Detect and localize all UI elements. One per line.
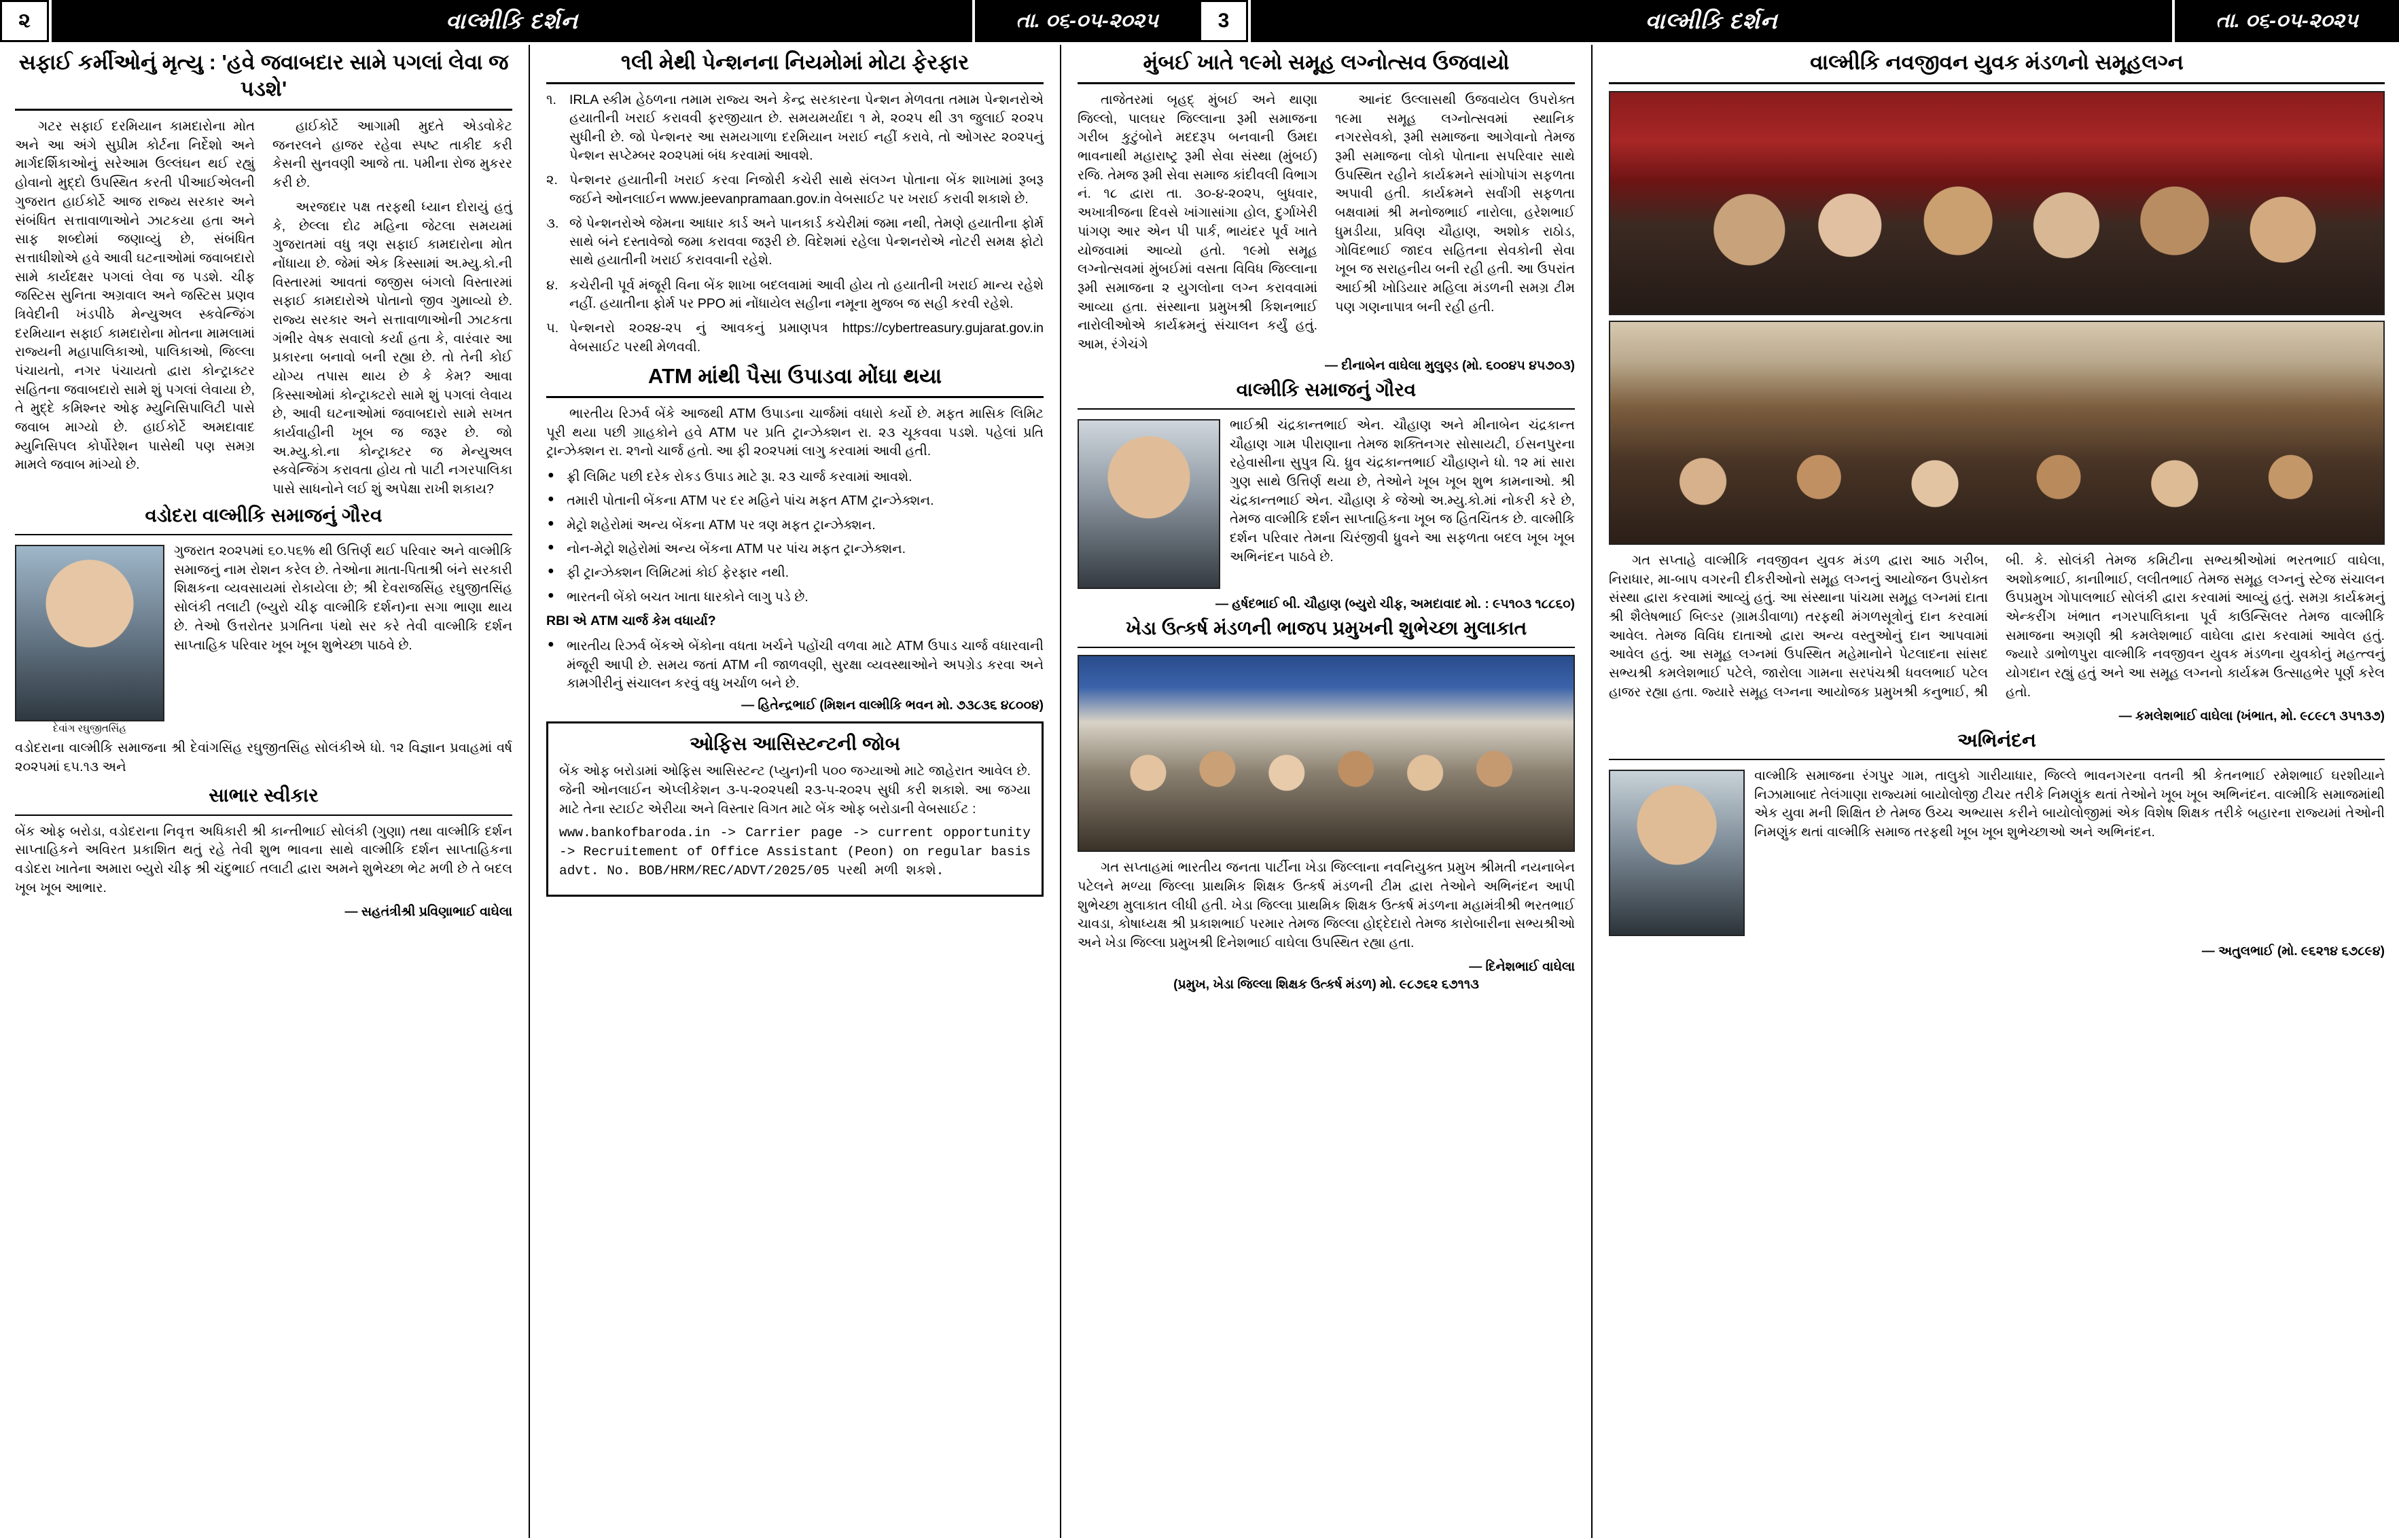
point-text: જે પેન્શનરોએ જેમના આધાર કાર્ડ અને પાનકાર્ડ કચેરીમાં જમા નથી, તેમણે હયાતીના ફોર્મ સાથે બંને દસ્તાવેજો જમા કરાવવા જરૂરી છે. વિદેશમાં રહેલા પેન્શનરોએ નોટરી સમક્ષ ફોટો સાથે હયાતીની ખરાઈ કરાવવાની રહેશે. (569, 215, 1044, 268)
article-1-headline: સફાઈ કર્મીઓનું મૃત્યુ : 'હવે જવાબદાર સામે પગલાં લેવા જ પડશે' (18, 50, 509, 101)
article-8-credit-2: (પ્રમુખ, ખેડા જિલ્લા શિક્ષક ઉત્કર્ષ મંડળ) મો. ૯૮૭૬૨ ૬૭૧૧૩ (1173, 977, 1479, 992)
photo-portrait-1 (15, 545, 164, 721)
article-8-credit-1: — દિનેશભાઈ વાઘેલા (1469, 959, 1575, 974)
article-6-body (1078, 91, 1575, 355)
masthead-title-left (52, 0, 972, 42)
article-5-intro: ભારતીય રિઝર્વ બેંકે આજથી ATM ઉપાડના ચાર્જમાં વધારો કર્યો છે. મફત માસિક લિમિટ પૂરી થયા પછી ગ્રાહકોને હવે ATM પર પ્રતિ ટ્રાન્ઝેક્શન રા. ૨૩ ચૂકવવા પડશે. પહેલાં પ્રતિ ટ્રાન્ઝેક્શન રા. ૨૧નો ચાર્જ હતો. આ ફી ૨૦૨૫માં લાગુ કરવામાં આવી હતી. (546, 406, 1044, 459)
job-advert-para: બેંક ઓફ બરોડામાં ઓફિસ આસિસ્ટન્ટ (પ્યુન)ની ૫૦૦ જગ્યાઓ માટે જાહેરાત આવેલ છે. જેની ઓનલાઈન એપ્લીકેશન ૩-૫-૨૦૨૫થી ૨૩-૫-૨૦૨૫ સુધી કરી શકાશે. આ જગ્યા માટે તેના સ્ટાઈટ એરીયા અને વિસ્તાર વિગત માટે બેંક ઓફ બરોડાની વેબસાઈટ : (559, 764, 1031, 817)
list-item: ● ફી ટ્રાન્ઝેક્શન લિમિટમાં કોઈ ફેરફાર નથી. (546, 564, 1044, 582)
page-number-left: ૨ (0, 0, 49, 42)
atm-answer-bullets (546, 637, 1044, 693)
atm-bullets (546, 468, 1044, 607)
portrait-devang (15, 545, 164, 735)
rule (1078, 82, 1575, 84)
article-7-para: ભાઈશ્રી ચંદ્રકાન્તભાઈ એન. ચૌહાણ અને મીનાબેન ચંદ્રકાન્ત ચૌહાણ ગામ પીરાણાના તેમજ શક્તિનગર સોસાયટી, ઈસનપુરના રહેવાસીના સુપુત્ર ચિ. ધ્રુવ ચંદ્રકાન્તભાઈ ચૌહાણને ધો. ૧૨ માં સારા ગુણ સાથે ઉત્તિર્ણ થયા છે, તેઓને ખૂબ ખૂબ શુભ કામનાઓ. શ્રી ચંદ્રકાન્તભાઈ એન. ચૌહાણ કે જેઓ અ.મ્યુ.કો.માં નોકરી કરે છે, તેમજ વાલ્મીકિ દર્શન સાપ્તાહિકના ખૂબ જ હિતચિંતક છે. વાલ્મીકિ દર્શન પરિવાર તેમના ચિરંજીવી ધ્રુવને આ સફળતા બદલ ખૂબ ખૂબ અભિનંદન પાઠવે છે. (1230, 417, 1575, 565)
article-2-para-1: ગુજરાત ૨૦૨૫માં ૬૦.૫૬% થી ઉત્તિર્ણ થઈ પરિવાર અને વાલ્મીકિ સમાજનું નામ રોશન કરેલ છે. તેઓના માતા-પિતાશ્રી બંને સરકારી શિક્ષકના વ્યવસાયમાં રોકાયેલા છે; શ્રી દેવરાજસિંહ રઘુજીતસિંહ સોલંકી તલાટી (બ્યુરો ચીફ વાલ્મીકિ દર્શન)ના સગા ભાણા થાય છે. તેઓ ઉત્તરોતર પ્રગતિના પંથો સર કરે તેવી વાલ્મીકિ દર્શન સાપ્તાહિક પરિવાર ખૂબ ખૂબ શુભેચ્છા પાઠવે છે. (174, 543, 512, 653)
point-text: પેન્શનર હયાતીની ખરાઈ કરવા નિજોરી કચેરી સાથે સંલગ્ન પોતાના બેંક શાખામાં રૂબરૂ જઈને ઓનલાઈન www.jeevanpramaan.gov.in વેબસાઈટ પર ખરાઈ કરાવી શકાશે છે. (569, 173, 1044, 207)
point-number: ૨. (546, 173, 558, 188)
article-10-headline: અભિનંદન (1957, 729, 2036, 751)
article-7-headline: વાલ્મીકિ સમાજનું ગૌરવ (1236, 378, 1417, 400)
column-1 (5, 45, 522, 923)
article-2-headline: વડોદરા વાલ્મીકિ સમાજનું ગૌરવ (145, 504, 383, 526)
photo-group-wedding-1 (1609, 91, 2385, 315)
article-9-credit: — કમલેશભાઈ વાઘેલા (ખંભાત, મો. ૯૮૯૮૧ ૩૫૧૩૭) (2118, 709, 2385, 723)
point-text: કચેરીની પૂર્વ મંજૂરી વિના બેંક શાખા બદલવામાં આવી હોય તો હયાતીની ખરાઈ માન્ય રહેશે નહીં. હયાતીના ફોર્મ પર PPO માં નોંધાયેલ સહીના નમૂના મુજબ જ સહી કરવી રહેશે. (569, 277, 1044, 312)
point-text: IRLA સ્કીમ હેઠળના તમામ રાજ્ય અને કેન્દ્ર સરકારના પેન્શન મેળવતા તમામ પેન્શનરોએ હયાતીની ખરાઈ કરાવવી ફરજીયાત છે. સમયમર્યાદા ૧ મે, ૨૦૨૫ થી ૩૧ જુલાઈ ૨૦૨૫ સુધીની છે. જો પેન્શનર આ સમયગાળા દરમિયાન ખરાઈ નહીં કરાવે, તો ઓગસ્ટ ૨૦૨૫નું પેન્શન સપ્ટેમ્બર ૨૦૨૫માં બંધ કરવામાં આવશે. (569, 92, 1044, 163)
photo-kheda-meeting (1078, 655, 1575, 852)
list-item (546, 91, 1044, 165)
point-number: ૪. (546, 277, 558, 293)
article-5-credit: — હિતેન્દ્રભાઈ (મિશન વાલ્મીકિ ભવન મો. ૭૩૮૩૬ ૪૮૦૦૪) (741, 698, 1044, 713)
point-text: પેન્શનરો ૨૦૨૪-૨૫ નું આવકનું પ્રમાણપત્ર https://cybertreasury.gujarat.gov.in વેબસાઈટ પરથી મેળવવી. (569, 321, 1044, 355)
rule (1609, 759, 2385, 760)
column-divider-3 (1591, 45, 1593, 1538)
photo-group-wedding-2 (1609, 321, 2385, 545)
publication-title: વાલ્મીકિ દર્શન (446, 7, 578, 33)
article-8-para: ગત સપ્તાહમાં ભારતીય જનતા પાર્ટીના ખેડા જિલ્લાના નવનિયુક્ત પ્રમુખ શ્રીમતી નયનાબેન પટેલને મળ્યા જિલ્લા પ્રાથમિક શિક્ષક ઉત્કર્ષ મંડળની ટીમ દ્વારા તેઓને અભિનંદન આપી શુભેચ્છા મુલાકાત લીધી હતી. ખેડા જિલ્લા પ્રાથમિક શિક્ષક ઉત્કર્ષ મંડળના મહામંત્રીશ્રી ભરતભાઈ ચાવડા, કોષાધ્યક્ષ શ્રી પ્રકાશભાઈ પરમાર તેમજ જિલ્લા હોદ્દેદારો તેમજ કારોબારીના સભ્યશ્રીઓ અને ખેડા જિલ્લા પ્રમુખશ્રી દિનેશભાઈ વાઘેલા ઉપસ્થિત રહ્યા હતા. (1078, 860, 1575, 950)
masthead-left (0, 0, 1199, 42)
job-advert-box (546, 721, 1044, 896)
article-6-para-1: તાજેતરમાં બૃહદ્ મુંબઈ અને થાણા જિલ્લો, પાલઘર જિલ્લાના રૂમી સમાજના ગરીબ કુટુંબોને મદદરૂપ બનવાની ઉમદા ભાવનાથી મહારાષ્ટ્ર રૂમી સેવા સંસ્થા (મુંબઈ) રજિ. તેમજ રૂમી સેવા સમાજ કાંદીવલી વિભાગ નં. ૧૮ દ્વારા તા. ૩૦-૪-૨૦૨૫, બુધવાર, અખાત્રીજના દિવસે ખાંગાસાંગા હોલ, દુર્ગાખેરી પાંગણ આર એન પી પાર્ક, ભાયંદર પૂર્વ ખાતે યોજવામાં આવ્યો હતો. ૧૯મો સમૂહ લગ્નોત્સવમાં મુંબઈમાં વસતા વિવિધ જિલ્લાના રૂમી સમાજના ૨ યુગલોના લગ્ન કરાવવામાં આવ્યા હતા. સંસ્થાના પ્રમુખશ્રી કિશનભાઈ નારોલીઓએ કાર્યક્રમનું સંચાલન કર્યું હતું. આમ, રંગેચંગે (1078, 92, 1317, 352)
rule (1078, 647, 1575, 648)
rule (15, 109, 512, 111)
article-1-para-2: હાઈકોર્ટે આગામી મુદતે એડવોકેટ જનરલને હાજર રહેવા સ્પષ્ટ તાકીદ કરી કેસની સુનવણી આજે તા. પમીના રોજ મુકરર કરી છે. (272, 119, 512, 191)
rule (15, 814, 512, 816)
rule (15, 534, 512, 535)
job-advert-url: www.bankofbaroda.in -> Carrier page -> current opportunity -> Recruitement of Office Assistant (Peon) on regular basis advt. No. BOB/HRM/REC/ADVT/2025/05 પરથી મળી શકશે. (559, 825, 1031, 878)
article-3-credit: — સહતંત્રીશ્રી પ્રવિણાભાઈ વાઘેલા (344, 904, 512, 919)
article-10-credit: — અતુલભાઈ (મો. ૯૬૨૧૪ ૬૭૮૯૪) (2201, 944, 2385, 959)
photo-portrait-2 (1078, 419, 1220, 589)
article-3-para: બેંક ઓફ બરોડા, વડોદરાના નિવૃત્ત અધિકારી શ્રી કાન્તીભાઈ સોલંકી (ગુણા) તથા વાલ્મીકિ દર્શન સાપ્તાહિકને અવિરત પ્રકાશિત થતું રહે તેવી શુભ ભાવના સાથે વાલ્મીકિ દર્શન સાપ્તાહિકના વડોદરા ખાતેના અમારા બ્યુરો ચીફ શ્રી ચંદુભાઈ તલાટી દ્વારા અમને શુભેચ્છા ભેટ મળી છે તે બદલ ખૂબ ખૂબ આભાર. (15, 823, 512, 895)
pension-points-list (546, 91, 1044, 357)
article-8-headline: ખેડા ઉત્કર્ષ મંડળની ભાજપ પ્રમુખની શુભેચ્છા મુલાકાત (1125, 617, 1527, 639)
masthead-title-right (1251, 0, 2172, 42)
column-divider-2 (1060, 45, 1061, 1538)
article-3-headline: સાભાર સ્વીકાર (209, 785, 319, 806)
list-item: ● ફ્રી લિમિટ પછી દરેક રોકડ ઉપાડ માટે રૂા. ૨૩ ચાર્જ કરવામાં આવશે. (546, 468, 1044, 486)
job-advert-headline: ઓફિસ આસિસ્ટન્ટની જોબ (689, 733, 901, 755)
rule (546, 82, 1044, 84)
column-divider-1 (529, 45, 530, 1538)
column-2 (537, 45, 1053, 905)
portrait-ketan (1609, 770, 1745, 936)
list-item: ● ભારતીય રિઝર્વ બેંકએ બેંકોના વધતા ખર્ચને પહોંચી વળવા માટે ATM ઉપાડ ચાર્જ વધારવાની મંજૂરી આપી છે. સમય જતાં ATM ની જાળવણી, સુરક્ષા વ્યવસ્થાઓને અપગ્રેડ કરવા અને કામગીરીનું સંચાલન કરવું વધુ ખર્ચાળ બને છે. (546, 637, 1044, 693)
article-6-para-2: આનંદ ઉલ્લાસથી ઉજવાયેલ ઉપરોક્ત ૧૯મા સમૂહ લગ્નોત્સવમાં સ્થાનિક નગરસેવકો, રૂમી સમાજના આગેવાનો તેમજ રૂમી સમાજના લોકો પોતાના સપરિવાર સાથે ઉપસ્થિત રહીને કાર્યક્રમને સાંગોપાંગ સફળતા અપાવી હતી. કાર્યક્રમને સર્વાંગી સફળતા બક્ષવામાં શ્રી મનોજભાઈ નારોલા, હરેશભાઈ ધુમડીયા, પ્રવિણ ચૌહાણ, અશોક રાઠોડ, ગોવિંદભાઈ જાદવ સહિતના સેવકોની સેવા ખૂબ જ સરાહનીય બની રહી હતી. આ ઉપરાંત આઈશ્રી ખોડિયાર મહિલા મંડળની સમગ્ર ટીમ પણ ગણનાપાત્ર બની રહી હતી. (1335, 92, 1575, 315)
masthead-date-left: તા. ૦૬-૦૫-૨૦૨૫ (975, 0, 1199, 42)
portrait-caption-1: દેવાંગ રઘુજીતસિંહ (52, 723, 126, 735)
article-6-headline: મુંબઈ ખાતે ૧૯મો સમૂહ લગ્નોત્સવ ઉજવાયો (1143, 50, 1510, 74)
article-2-para-2: વડોદરાના વાલ્મીકિ સમાજના શ્રી દેવાંગસિંહ રઘુજીતસિંહ સોલંકીએ ધો. ૧૨ વિજ્ઞાન પ્રવાહમાં વર્ષ ૨૦૨૫માં ૬૫.૧૩ અને (15, 740, 512, 774)
masthead-date-right: તા. ૦૬-૦૫-૨૦૨૫ (2175, 0, 2399, 42)
article-5-question: RBI એ ATM ચાર્જ કેમ વધાર્યા? (546, 613, 716, 628)
article-5-headline: ATM માંથી પૈસા ઉપાડવા મોંઘા થયા (647, 363, 942, 388)
list-item: ● નોન-મેટ્રો શહેરોમાં અન્ય બેંકના ATM પર પાંચ મફત ટ્રાન્ઝેક્શન. (546, 540, 1044, 558)
publication-title-2: વાલ્મીકિ દર્શન (1645, 7, 1778, 33)
article-1-body (15, 118, 512, 499)
point-number: ૩. (546, 215, 559, 231)
portrait-dhruv (1078, 419, 1220, 589)
column-4 (1599, 45, 2394, 962)
column-3 (1068, 45, 1584, 995)
page-number-right: 3 (1199, 0, 1248, 42)
columns-container (0, 45, 2399, 1538)
photo-portrait-3 (1609, 770, 1745, 936)
article-6-credit: — દીનાબેન વાઘેલા મુલુણ્ડ (મો. ૬૦૦૪૫ ૪૫૭૦૩) (1325, 358, 1575, 373)
point-number: ૫. (546, 321, 559, 336)
list-item: ● મેટ્રો શહેરોમાં અન્ય બેંકના ATM પર ત્રણ મફત ટ્રાન્ઝેક્શન. (546, 516, 1044, 535)
article-4-headline: ૧લી મેથી પેન્શનના નિયમોમાં મોટા ફેરફાર (620, 50, 970, 74)
list-item (546, 319, 1044, 357)
list-item: ● ભારતની બેંકો બચત ખાતા ધારકોને લાગુ પડે છે. (546, 588, 1044, 607)
article-1-para-1: ગટર સફાઈ દરમિયાન કામદારોના મોત અને આ અંગે સુપ્રીમ કોર્ટના નિર્દેશો અને માર્ગદર્શિકાઓનું સરેઆમ ઉલ્લંઘન થઈ રહ્યું હોવાનો મુદ્દો ઉપસ્થિત કરતી પીઆઈએલની ગુજરાત હાઈકોર્ટે આજ રાજ્ય સરકાર અને સંબંધિત સત્તાવાળાઓને ઝાટકયા હતા અને સાફ શબ્દોમાં જણાવ્યું છે, સંબંધિત સત્તાધીશોએ હવે આવી ઘટનાઓમાં જવાબદારો સામે કાર્યદક્ષર પગલાં લેવા જ પડશે. ચીફ જસ્ટિસ સુનિતા અગ્રવાલ અને જસ્ટિસ પ્રણવ ત્રિવેદીની ખંડપીઠે મેન્યુઅલ સ્કવેન્જિંગ દરમિયાન સફાઈ કામદારોના મોતના મામલામાં રાજ્યની મહાપાલિકાઓ, પાલિકાઓ, જિલ્લા પંચાયતો, નગર પંચાયતો દ્વારા કોન્ટ્રાક્ટર સહિતના જવાબદારો સામે શું પગલાં લેવાયા છે, તે મુદ્દે કમિશ્નર ઓફ મ્યુનિસિપાલિટી પાસે જવાબ માગ્યો છે. હાઈકોર્ટે અમદાવાદ મ્યુનિસિપલ કોર્પોરેશન પાસેથી પણ સમગ્ર મામલે જવાબ માંગ્યો છે. (15, 119, 255, 473)
article-7-credit: — હર્ષદભાઈ બી. ચૌહાણ (બ્યુરો ચીફ, અમદાવાદ મો. : ૯૫૧૦૩ ૧૮૮૬૦) (1215, 596, 1575, 611)
list-item (546, 171, 1044, 209)
article-10-para: વાલ્મીકિ સમાજના રંગપુર ગામ, તાલુકો ગારીયાધાર, જિલ્લે ભાવનગરના વતની શ્રી કેતનભાઈ રમેશભાઈ ઘરશીયાને નિઝામાબાદ તેલંગાણા રાજ્યમાં બાયોલોજી ટીચર તરીકે નિમણુંક થતાં તેઓને ખૂબ ખૂબ અભિનંદન. વાલ્મીકિ સમાજમાંથી એક યુવા મની શિક્ષિત છે તેમજ ઉચ્ચ અભ્યાસ કરીને બાયોલોજીમાં એક વિશેષ શિક્ષક તરીકે બહારના રાજ્યમાં તેઓની નિમણુંક થતાં વાલ્મીકિ સમાજ તરફથી ખૂબ ખૂબ શુભેચ્છાઓ અને અભિનંદન. (1754, 768, 2385, 840)
point-number: ૧. (546, 92, 556, 108)
rule (1078, 408, 1575, 410)
article-9-headline: વાલ્મીકિ નવજીવન યુવક મંડળનો સમૂહલગ્ન (1810, 50, 2184, 74)
article-9-para: ગત સપ્તાહે વાલ્મીકિ નવજીવન યુવક મંડળ દ્વારા આઠ ગરીબ, નિરાધાર, મા-બાપ વગરની દીકરીઓનો સમૂહ લગ્નનું આયોજન ઉપરોક્ત સંસ્થા દ્વારા કરવામાં આવ્યું હતું. આ સંસ્થાના પાંચમા સમૂહ લગ્નમાં દાતા શ્રી શૈલેષભાઈ બિલ્ડર (ગ્રામડીવાળા) તરફથી મંગળસૂત્રોનું દાન કરવામાં આવેલ. તેમજ વિવિધ દાતાઓ દ્વારા અન્ય વસ્તુઓનું દાન આપવામાં આવેલ હતું. આ સમૂહ લગ્નમાં ઉપસ્થિત મહેમાનોને પેટલાદના સાંસદ સભ્યશ્રી કમલેશભાઈ પટેલે, જારોલા ગામના સરપંચશ્રી ધવલભાઈ પટેલ હાજર રહ્યા હતા. જ્યારે સમૂહ લગ્નના આયોજક પ્રમુખશ્રી કનુભાઈ, શ્રી બી. કે. સોલંકી તેમજ કમિટીના સભ્યશ્રીઓમાં ભરતભાઈ વાઘેલા, અશોકભાઈ, કાનાીભાઈ, લલીતભાઈ તેમજ સમૂહ લગ્નનું સ્ટેજ સંચાલન ઉપપ્રમુખ ગોપાલભાઈ સોલંકી દ્વારા કરવામાં આવ્યું હતું. સમગ્ર કાર્યક્રમનું એન્કરીંગ ખંભાત નગરપાલિકાના પૂર્વ કાઉન્સિલર તેમજ વાલ્મીકિ સમાજના અગ્રણી શ્રી કમલેશભાઈ વાઘેલા દ્વારા કરવામાં આવેલ હતું. જ્યારે ડાભોળપુરા વાલ્મીકિ નવજીવન યુવક મંડળના યુવકોનું મહત્ત્વનું યોગદાન રહ્યું હતું અને આ સમૂહ લગ્નનો કાર્યક્રમ ઉત્સાહભેર પૂર્ણ કરેલ હતો. (1609, 553, 2385, 700)
article-9-body (1609, 552, 2385, 705)
list-item (546, 276, 1044, 314)
rule (546, 396, 1044, 398)
masthead (0, 0, 2399, 42)
list-item: ● તમારી પોતાની બેંકના ATM પર દર મહિને પાંચ મફત ATM ટ્રાન્ઝેક્શન. (546, 492, 1044, 510)
list-item (546, 215, 1044, 270)
rule (1609, 82, 2385, 84)
masthead-right (1199, 0, 2399, 42)
article-1-para-3: અરજદાર પક્ષ તરફથી ધ્યાન દોરાયું હતું કે, છેલ્લા દોઢ મહિના જેટલા સમયમાં ગુજરાતમાં વધુ ત્રણ સફાઈ કામદારોના મોત નોંધાયા છે. જેમાં એક કિસ્સામાં અ.મ્યુ.કો.ની વિસ્તારમાં આવતાં જજીસ બંગલો વિસ્તારમાં સફાઈ કામદારોએ પોતાનો જીવ ગુમાવ્યો છે. રાજ્ય સરકાર અને સત્તાવાળાઓની ઝાટકતા ગંભીર વેષક સવાલો કર્યા હતા કે, વારંવાર આ પ્રકારના બનાવો બની રહ્યા છે. તો તેની કોઈ યોગ્ય તપાસ થાય છે કે કેમ? આવા કિસ્સાઓમાં કોન્ટ્રાક્ટરો સામે શું પગલાં લેવાય છે, આવી ઘટનાઓમાં જવાબદારો સામે સખત કાર્યવાહીની ખૂબ જ જરૂર છે. જો અ.મ્યુ.કો.ના કોન્ટ્રાક્ટર જ મેન્યુઅલ સ્કવેન્જિંગ કરાવતા હોય તો પાટી નગરપાલિકા પાસે સાધનોને લઈ શું અપેક્ષા રાખી શકાય? (272, 199, 512, 497)
